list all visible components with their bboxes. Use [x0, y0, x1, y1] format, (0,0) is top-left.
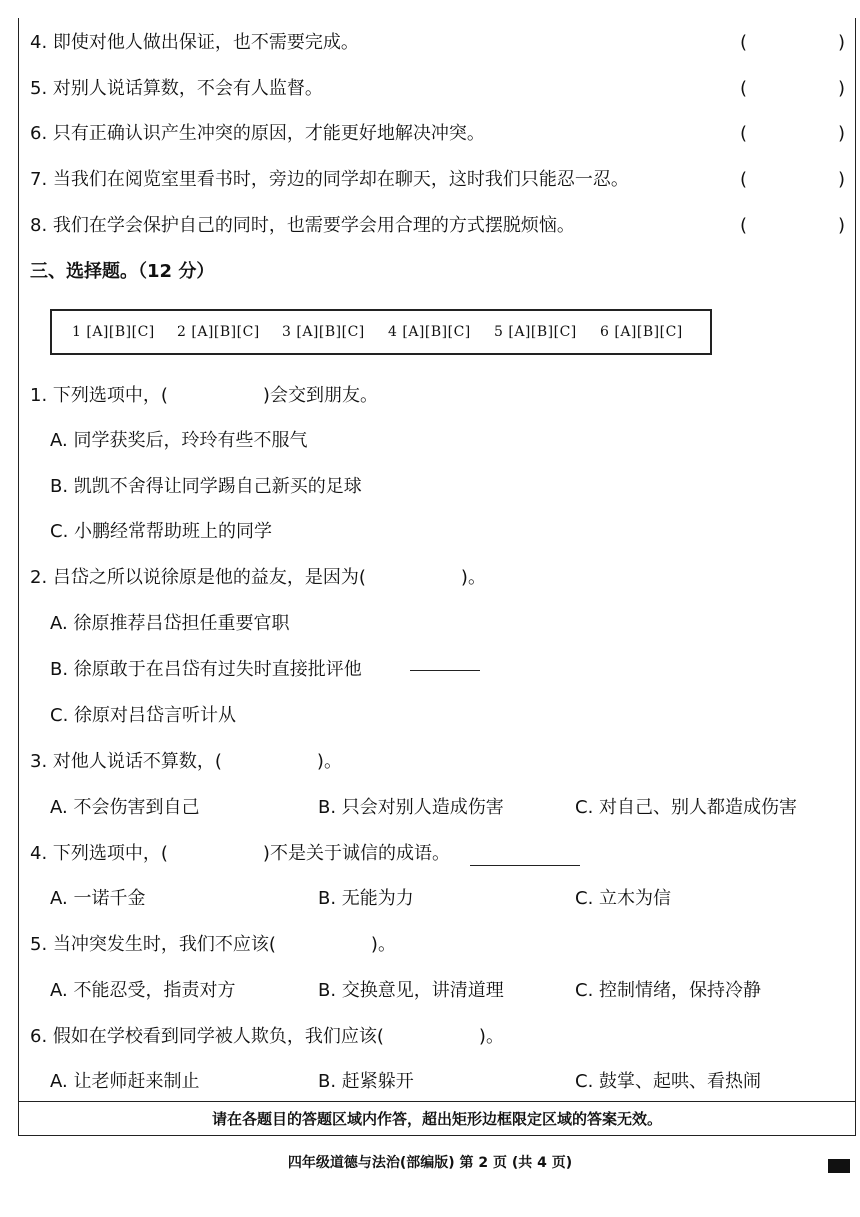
option-b: B. 凯凯不舍得让同学踢自己新买的足球 — [50, 476, 362, 497]
option-b: B. 交换意见，讲清道理 — [318, 980, 504, 1001]
question-stem — [30, 381, 378, 411]
option-c: C. 控制情绪，保持冷静 — [575, 980, 762, 1001]
statement-text: 4. 即使对他人做出保证，也不需要完成。 — [30, 32, 359, 53]
question-stem — [30, 747, 342, 777]
statement-text: 6. 只有正确认识产生冲突的原因，才能更好地解决冲突。 — [30, 123, 485, 144]
option-c: C. 对自己、别人都造成伤害 — [575, 797, 798, 818]
question-stem — [30, 839, 450, 869]
statement-text: 7. 当我们在阅览室里看书时，旁边的同学却在聊天，这时我们只能忍一忍。 — [30, 169, 629, 190]
answer-paren-right: ) — [837, 78, 845, 99]
statement-text: 5. 对别人说话算数，不会有人监督。 — [30, 78, 323, 99]
question-text: 5. 当冲突发生时，我们不应该( — [30, 934, 276, 955]
option-a: A. 让老师赶来制止 — [50, 1071, 200, 1092]
answer-paren-right: ) — [837, 123, 845, 144]
answer-bubble-group[interactable]: 5 [A][B][C] — [494, 324, 577, 340]
answer-bubble-group[interactable]: 1 [A][B][C] — [72, 324, 155, 340]
option-b: B. 徐原敢于在吕岱有过失时直接批评他 — [50, 659, 362, 680]
option-b: B. 无能为力 — [318, 888, 414, 909]
option-c: C. 立木为信 — [575, 888, 672, 909]
question-stem — [30, 1022, 504, 1052]
answer-paren-right: ) — [837, 215, 845, 236]
option-c: C. 鼓掌、起哄、看热闹 — [575, 1071, 762, 1092]
option-a: A. 不能忍受，指责对方 — [50, 980, 236, 1001]
answer-bubble-group[interactable]: 2 [A][B][C] — [177, 324, 260, 340]
answer-bubble-group[interactable]: 4 [A][B][C] — [388, 324, 471, 340]
scan-artifact-line — [410, 670, 480, 671]
question-text: 1. 下列选项中，( — [30, 385, 168, 406]
answer-paren-left: ( — [740, 169, 748, 190]
answer-paren-left: ( — [740, 32, 748, 53]
question-stem — [30, 930, 396, 960]
question-text: 2. 吕岱之所以说徐原是他的益友，是因为( — [30, 567, 366, 588]
question-text-end: )。 — [460, 567, 486, 588]
scan-artifact-line — [470, 865, 580, 866]
answer-bubble-group[interactable]: 6 [A][B][C] — [600, 324, 683, 340]
question-text-end: )。 — [370, 934, 396, 955]
question-text: 6. 假如在学校看到同学被人欺负，我们应该( — [30, 1026, 384, 1047]
true-false-item — [30, 116, 845, 152]
answer-area-notice: 请在各题目的答题区域内作答，超出矩形边框限定区域的答案无效。 — [211, 1110, 662, 1128]
option-c: C. 小鹏经常帮助班上的同学 — [50, 521, 273, 542]
question-text-end: )会交到朋友。 — [262, 385, 378, 406]
question-text: 3. 对他人说话不算数，( — [30, 751, 222, 772]
registration-mark — [828, 1159, 850, 1173]
statement-text: 8. 我们在学会保护自己的同时，也需要学会用合理的方式摆脱烦恼。 — [30, 215, 575, 236]
question-text: 4. 下列选项中，( — [30, 843, 168, 864]
option-b: B. 赶紧躲开 — [318, 1071, 414, 1092]
option-a: A. 徐原推荐吕岱担任重要官职 — [50, 613, 290, 634]
true-false-item — [30, 208, 845, 244]
answer-paren-left: ( — [740, 215, 748, 236]
option-b: B. 只会对别人造成伤害 — [318, 797, 504, 818]
question-text-end: )不是关于诚信的成语。 — [262, 843, 450, 864]
page-footer: 四年级道德与法治(部编版) 第 2 页 (共 4 页) — [287, 1155, 573, 1171]
true-false-item — [30, 71, 845, 107]
option-a: A. 同学获奖后，玲玲有些不服气 — [50, 430, 308, 451]
true-false-item — [30, 162, 845, 198]
answer-paren-left: ( — [740, 123, 748, 144]
question-stem — [30, 563, 486, 593]
option-a: A. 不会伤害到自己 — [50, 797, 200, 818]
section-heading: 三、选择题。（12 分） — [30, 261, 215, 282]
option-a: A. 一诺千金 — [50, 888, 146, 909]
answer-sheet-box — [50, 309, 712, 355]
answer-paren-left: ( — [740, 78, 748, 99]
option-c: C. 徐原对吕岱言听计从 — [50, 705, 237, 726]
question-text-end: )。 — [316, 751, 342, 772]
true-false-item — [30, 25, 845, 61]
answer-bubble-group[interactable]: 3 [A][B][C] — [282, 324, 365, 340]
answer-paren-right: ) — [837, 32, 845, 53]
answer-paren-right: ) — [837, 169, 845, 190]
question-text-end: )。 — [478, 1026, 504, 1047]
